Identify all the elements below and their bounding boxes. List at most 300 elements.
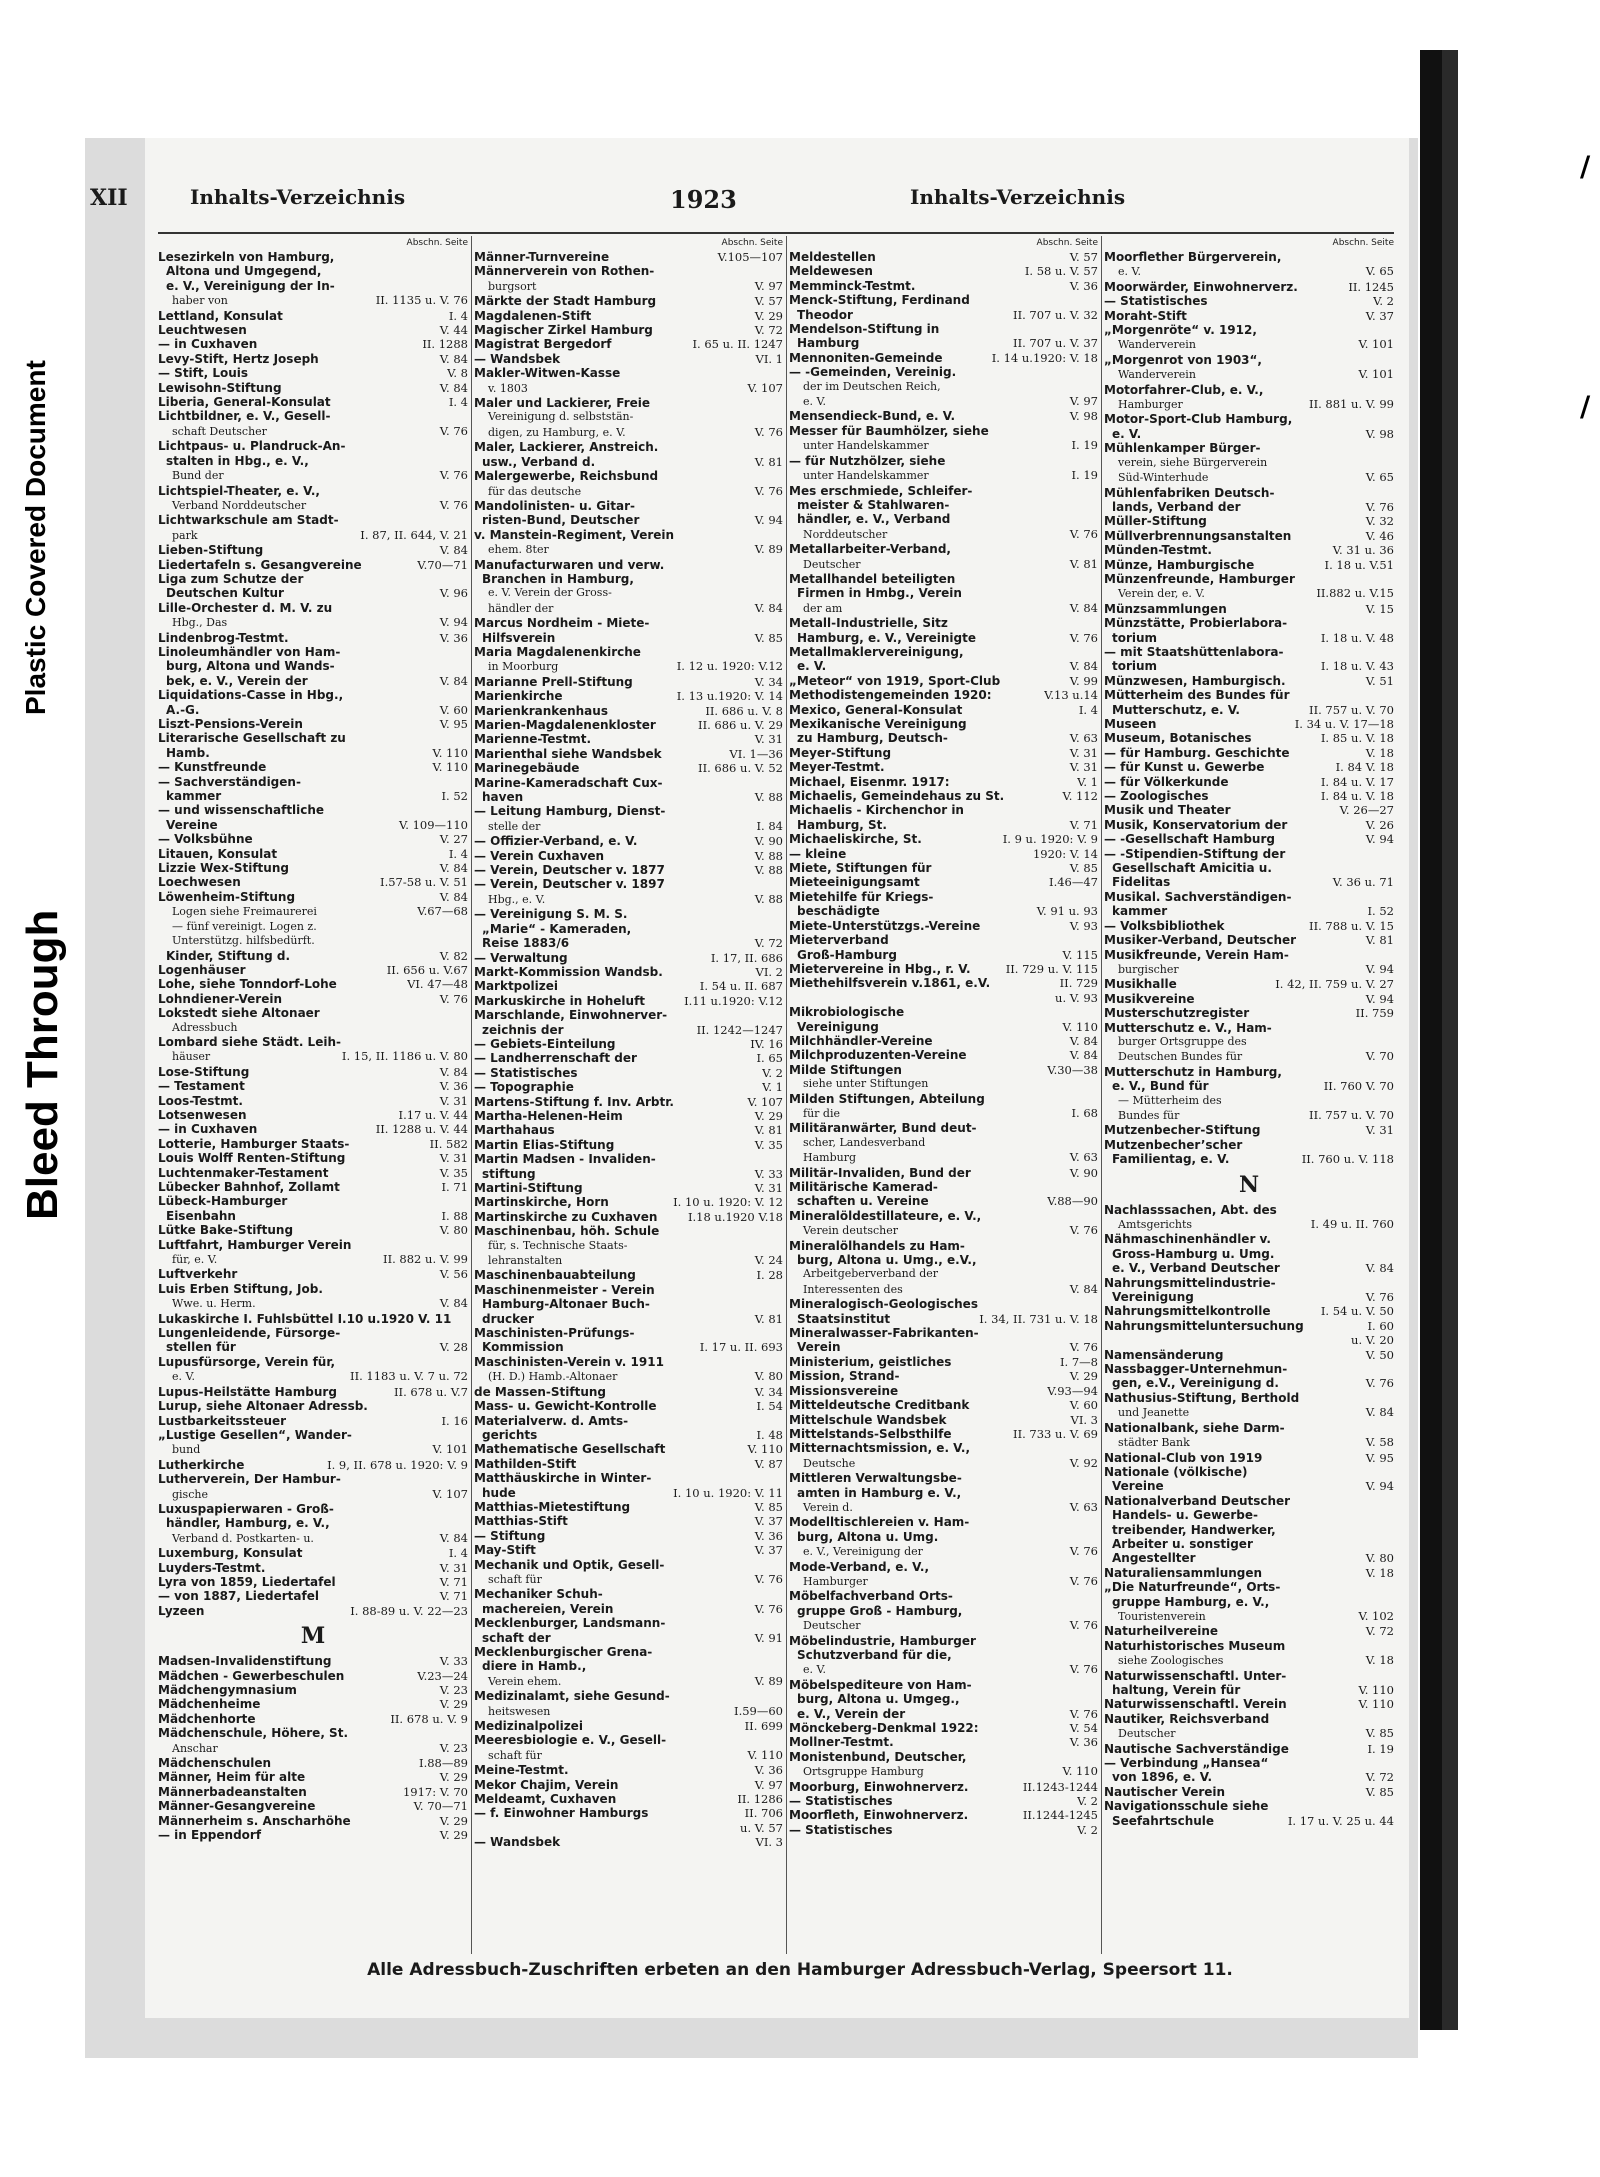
index-entry bbox=[474, 1704, 783, 1719]
index-entry bbox=[158, 1137, 468, 1151]
index-entry bbox=[158, 1108, 468, 1122]
entry-name: Liquidations-Casse in Hbg., bbox=[158, 688, 344, 703]
index-entry bbox=[474, 396, 783, 410]
entry-name: gen, e.V., Vereinigung d. bbox=[1112, 1376, 1279, 1391]
entry-name: und Jeanette bbox=[1118, 1406, 1190, 1420]
entry-name: Musiker-Verband, Deutscher bbox=[1104, 933, 1297, 948]
entry-reference: I. 4 bbox=[448, 846, 468, 861]
entry-reference: V. 70—71 bbox=[413, 1799, 468, 1814]
entry-name: Louis Wolff Renten-Stiftung bbox=[158, 1151, 346, 1166]
entry-name: — -Gesellschaft Hamburg bbox=[1104, 832, 1275, 847]
index-entry bbox=[474, 1778, 783, 1792]
index-entry bbox=[474, 675, 783, 689]
index-entry bbox=[158, 1828, 468, 1842]
index-entry bbox=[158, 439, 468, 453]
index-entry bbox=[158, 484, 468, 498]
entry-reference: VI. 47—48 bbox=[407, 977, 468, 992]
index-entry bbox=[158, 601, 468, 615]
entry-reference: II. 1183 u. V. 7 u. 72 bbox=[350, 1369, 468, 1384]
entry-name: Lokstedt siehe Altonaer bbox=[158, 1006, 320, 1021]
entry-name: Mädchengymnasium bbox=[158, 1683, 297, 1697]
entry-reference: V. 65 bbox=[1365, 264, 1394, 279]
index-entry bbox=[789, 645, 1098, 659]
entry-name: Makler-Witwen-Kasse bbox=[474, 366, 621, 381]
index-entry bbox=[474, 1152, 783, 1166]
entry-reference: I. 84 bbox=[756, 818, 783, 833]
entry-name: schaft der bbox=[482, 1630, 551, 1645]
index-column-4 bbox=[1104, 236, 1394, 1954]
entry-name: — Gebiets-Einteilung bbox=[474, 1036, 616, 1051]
index-entry bbox=[474, 1719, 783, 1733]
entry-name: Arbeiter u. sonstiger bbox=[1112, 1536, 1253, 1551]
entry-name: — f. Einwohner Hamburgs bbox=[474, 1806, 649, 1821]
section-letter: M bbox=[300, 1623, 326, 1650]
entry-name: Mathematische Gesellschaft bbox=[474, 1442, 666, 1457]
entry-name: lehranstalten bbox=[488, 1254, 563, 1268]
index-entry bbox=[158, 875, 468, 889]
entry-name: hude bbox=[482, 1485, 516, 1500]
index-entry bbox=[789, 1589, 1098, 1603]
entry-reference: I. 34 u. V. 17—18 bbox=[1294, 717, 1394, 731]
entry-name: Missionsvereine bbox=[789, 1383, 899, 1398]
entry-reference: V. 76 bbox=[1069, 526, 1098, 541]
entry-reference: V. 88 bbox=[754, 790, 783, 805]
entry-name: Vereinigung bbox=[1112, 1290, 1194, 1305]
entry-name: Litauen, Konsulat bbox=[158, 846, 278, 861]
index-entry bbox=[158, 1296, 468, 1311]
entry-reference: V. 36 bbox=[754, 1528, 783, 1543]
entry-reference: V. 23 bbox=[439, 1740, 468, 1755]
index-entry bbox=[1104, 529, 1394, 543]
index-entry bbox=[1104, 1479, 1394, 1493]
entry-reference: V. 31 bbox=[439, 1093, 468, 1108]
entry-name: Wanderverein bbox=[1118, 368, 1196, 382]
entry-reference: V. 112 bbox=[1062, 789, 1098, 804]
index-entry bbox=[474, 747, 783, 761]
entry-reference: II. 582 bbox=[429, 1136, 468, 1151]
index-entry bbox=[158, 1741, 468, 1756]
index-entry bbox=[158, 1223, 468, 1237]
index-entry bbox=[158, 631, 468, 645]
header-rule bbox=[158, 232, 1394, 234]
entry-reference: I. 18 u. V. 43 bbox=[1320, 659, 1394, 674]
entry-reference: V. 31 bbox=[754, 732, 783, 747]
index-entry bbox=[789, 1005, 1098, 1019]
entry-name: Hamburger bbox=[1118, 398, 1183, 412]
index-entry bbox=[1104, 1035, 1394, 1049]
entry-reference: V. 110 bbox=[432, 760, 468, 775]
column-divider bbox=[471, 236, 472, 1954]
index-entry bbox=[1104, 789, 1394, 803]
index-entry bbox=[789, 1486, 1098, 1500]
entry-name: — Stift, Louis bbox=[158, 366, 249, 381]
entry-name: Meyer-Stiftung bbox=[789, 745, 892, 760]
index-entry bbox=[474, 440, 783, 454]
index-entry bbox=[1104, 353, 1394, 367]
index-entry bbox=[474, 1239, 783, 1253]
index-entry bbox=[789, 631, 1098, 645]
entry-reference: V. 37 bbox=[754, 1543, 783, 1558]
entry-name: Musik, Konservatorium der bbox=[1104, 817, 1288, 832]
index-entry bbox=[474, 1037, 783, 1051]
index-entry bbox=[158, 703, 468, 717]
entry-name: Naturhistorisches Museum bbox=[1104, 1638, 1286, 1653]
entry-reference: I.59—60 bbox=[734, 1703, 783, 1718]
entry-name: siehe Zoologisches bbox=[1118, 1654, 1224, 1668]
entry-reference: V. 8 bbox=[447, 366, 468, 381]
index-entry bbox=[158, 949, 468, 963]
entry-name: Linoleumhändler von Ham- bbox=[158, 644, 341, 659]
index-entry bbox=[789, 746, 1098, 760]
entry-reference: u. V. 57 bbox=[740, 1820, 783, 1835]
index-entry bbox=[789, 1530, 1098, 1544]
index-entry bbox=[1104, 875, 1394, 889]
entry-name: burg, Altona u. Umg., e.V., bbox=[797, 1253, 977, 1268]
index-entry bbox=[158, 977, 468, 991]
entry-reference: V. 24 bbox=[754, 1253, 783, 1268]
entry-name: Mineralöldestillateure, e. V., bbox=[789, 1208, 982, 1223]
index-entry bbox=[789, 659, 1098, 673]
index-entry bbox=[789, 803, 1098, 817]
entry-name: Mensendieck-Bund, e. V. bbox=[789, 409, 956, 424]
entry-reference: V. 84 bbox=[1365, 1405, 1394, 1420]
entry-reference: V. 37 bbox=[1365, 308, 1394, 323]
entry-reference: V. 35 bbox=[754, 1137, 783, 1152]
index-entry bbox=[158, 847, 468, 861]
index-entry bbox=[789, 1634, 1098, 1648]
entry-name: Lungenleidende, Fürsorge- bbox=[158, 1326, 341, 1341]
entry-name: Lindenbrog-Testmt. bbox=[158, 630, 289, 645]
index-entry bbox=[474, 1659, 783, 1673]
index-entry bbox=[158, 513, 468, 527]
entry-name: Mittelstands-Selbsthilfe bbox=[789, 1426, 952, 1441]
index-entry bbox=[789, 1750, 1098, 1764]
index-entry bbox=[158, 1079, 468, 1093]
index-entry bbox=[158, 279, 468, 293]
index-entry bbox=[1104, 1653, 1394, 1668]
index-entry bbox=[1104, 1021, 1394, 1035]
entry-name: Luchtenmaker-Testament bbox=[158, 1165, 329, 1180]
entry-name: Kommission bbox=[482, 1340, 564, 1355]
index-entry bbox=[158, 1589, 468, 1603]
index-entry bbox=[474, 1763, 783, 1777]
entry-name: Lombard siehe Städt. Leih- bbox=[158, 1034, 341, 1049]
index-entry bbox=[1104, 1551, 1394, 1565]
entry-reference: V. 76 bbox=[754, 1601, 783, 1616]
index-entry bbox=[474, 250, 783, 264]
index-entry bbox=[158, 1814, 468, 1828]
index-entry bbox=[789, 1106, 1098, 1121]
entry-name: Meldeamt, Cuxhaven bbox=[474, 1792, 617, 1807]
index-entry bbox=[1104, 1756, 1394, 1770]
entry-reference: V. 18 bbox=[1365, 1653, 1394, 1668]
index-column-2 bbox=[474, 236, 783, 1954]
entry-name: machereien, Verein bbox=[482, 1601, 614, 1616]
entry-name: e. V., Vereinigung der In- bbox=[166, 278, 335, 293]
index-entry bbox=[158, 468, 468, 483]
entry-reference: V. 84 bbox=[439, 351, 468, 366]
index-entry bbox=[474, 469, 783, 483]
entry-name: — und wissenschaftliche bbox=[158, 803, 325, 818]
entry-name: — in Cuxhaven bbox=[158, 337, 258, 352]
entry-name: Maschinenmeister - Verein bbox=[474, 1282, 655, 1297]
entry-name: Hilfsverein bbox=[482, 630, 556, 645]
entry-name: Markt-Kommission Wandsb. bbox=[474, 964, 663, 979]
entry-name: Mission, Strand- bbox=[789, 1369, 900, 1384]
entry-reference: V.105—107 bbox=[717, 250, 783, 264]
index-entry bbox=[1104, 659, 1394, 673]
entry-name: Mädchenschulen bbox=[158, 1756, 272, 1771]
index-entry bbox=[474, 455, 783, 469]
index-entry bbox=[474, 484, 783, 499]
entry-name: Lieben-Stiftung bbox=[158, 543, 264, 558]
index-entry bbox=[158, 1238, 468, 1252]
index-entry bbox=[158, 1267, 468, 1281]
index-entry bbox=[474, 1792, 783, 1806]
entry-name: Mönckeberg-Denkmal 1922: bbox=[789, 1721, 979, 1736]
index-entry bbox=[1104, 514, 1394, 528]
entry-name: Mütterheim des Bundes für bbox=[1104, 688, 1290, 703]
entry-name: beschädigte bbox=[797, 904, 880, 919]
entry-reference: I. 71 bbox=[441, 1180, 468, 1194]
entry-name: Navigationsschule siehe bbox=[1104, 1799, 1269, 1814]
index-entry bbox=[474, 1572, 783, 1587]
entry-name: Lutherkirche bbox=[158, 1457, 245, 1472]
entry-name: Liberia, General-Konsulat bbox=[158, 395, 331, 410]
entry-reference: II. 788 u. V. 15 bbox=[1309, 918, 1394, 933]
entry-name: — Statistisches bbox=[1104, 294, 1208, 309]
entry-name: Marcus Nordheim - Miete- bbox=[474, 616, 650, 631]
entry-reference: V. 84 bbox=[439, 543, 468, 558]
index-entry bbox=[158, 1770, 468, 1784]
index-entry bbox=[1104, 904, 1394, 918]
entry-reference: V. 109—110 bbox=[398, 817, 468, 832]
entry-name: Meyer-Testmt. bbox=[789, 760, 885, 775]
entry-name: Naturwissenschaftl. Unter- bbox=[1104, 1668, 1287, 1683]
index-entry bbox=[789, 1077, 1098, 1091]
entry-name: Messer für Baumhölzer, siehe bbox=[789, 423, 989, 438]
entry-name: Manufacturwaren und verw. bbox=[474, 557, 665, 572]
entry-reference: II. 686 u. V. 29 bbox=[698, 718, 783, 732]
index-entry bbox=[789, 409, 1098, 423]
entry-name: Nathusius-Stiftung, Berthold bbox=[1104, 1390, 1300, 1405]
entry-name: Lichtpaus- u. Plandruck-An- bbox=[158, 439, 346, 454]
entry-reference: V. 76 bbox=[439, 497, 468, 512]
index-entry bbox=[474, 732, 783, 746]
index-entry bbox=[789, 1662, 1098, 1677]
index-entry bbox=[789, 1441, 1098, 1455]
entry-name: Miethehilfsverein v.1861, e.V. bbox=[789, 976, 991, 991]
entry-name: Levy-Stift, Hertz Joseph bbox=[158, 351, 319, 366]
entry-name: amten in Hamburg e. V., bbox=[797, 1485, 962, 1500]
index-entry bbox=[1104, 992, 1394, 1006]
index-entry bbox=[474, 804, 783, 818]
entry-reference: I.11 u.1920: V.12 bbox=[684, 993, 783, 1008]
entry-reference: V. 63 bbox=[1069, 731, 1098, 746]
entry-name: Menck-Stiftung, Ferdinand bbox=[789, 293, 970, 308]
index-entry bbox=[789, 250, 1098, 264]
entry-name: Mathilden-Stift bbox=[474, 1456, 577, 1471]
entry-name: Eisenbahn bbox=[166, 1208, 236, 1223]
index-entry bbox=[1104, 746, 1394, 760]
entry-reference: II. 707 u. V. 37 bbox=[1013, 336, 1098, 351]
column-header: Abschn. Seite bbox=[721, 238, 783, 248]
entry-reference: V. 29 bbox=[439, 1828, 468, 1843]
entry-reference: V.88—90 bbox=[1047, 1194, 1098, 1209]
index-entry bbox=[789, 468, 1098, 483]
index-entry bbox=[789, 1678, 1098, 1692]
entry-name: Milchproduzenten-Vereine bbox=[789, 1048, 967, 1063]
index-entry bbox=[474, 1326, 783, 1340]
entry-reference: V.70—71 bbox=[417, 557, 468, 572]
index-entry bbox=[1104, 1108, 1394, 1123]
entry-reference: V. 110 bbox=[747, 1442, 783, 1457]
entry-name: — in Cuxhaven bbox=[158, 1122, 258, 1137]
index-entry bbox=[1104, 1006, 1394, 1020]
entry-name: Moorburg, Einwohnerverz. bbox=[789, 1779, 969, 1794]
entry-reference: V. 97 bbox=[754, 278, 783, 293]
entry-name: — mit Staatshüttenlabora- bbox=[1104, 644, 1284, 659]
index-entry bbox=[474, 513, 783, 527]
entry-reference: I. 58 u. V. 57 bbox=[1024, 264, 1098, 279]
entry-reference: II. 686 u. V. 8 bbox=[705, 703, 783, 718]
entry-name: Lurup, siehe Altonaer Adressb. bbox=[158, 1399, 368, 1414]
entry-reference: II. 729 u. V. 115 bbox=[1005, 961, 1098, 976]
entry-reference: I. 65 bbox=[756, 1051, 783, 1066]
index-entry bbox=[789, 336, 1098, 350]
entry-reference: V. 85 bbox=[1365, 1784, 1394, 1799]
index-entry bbox=[789, 1253, 1098, 1267]
entry-reference: I. 7—8 bbox=[1060, 1354, 1098, 1369]
index-entry bbox=[789, 1297, 1098, 1311]
entry-reference: V. 76 bbox=[1069, 1618, 1098, 1633]
entry-name: Martha-Helenen-Heim bbox=[474, 1108, 623, 1123]
entry-name: — Mütterheim des bbox=[1118, 1093, 1222, 1107]
index-entry bbox=[474, 337, 783, 351]
entry-name: Lyzeen bbox=[158, 1603, 205, 1618]
index-entry bbox=[789, 1355, 1098, 1369]
entry-reference: V. 31 bbox=[439, 1560, 468, 1575]
entry-name: Liszt-Pensions-Verein bbox=[158, 717, 303, 731]
index-entry bbox=[1104, 1304, 1394, 1318]
index-entry bbox=[474, 586, 783, 600]
entry-name: Seefahrtschule bbox=[1112, 1813, 1215, 1828]
index-entry bbox=[474, 645, 783, 659]
entry-name: e. V. bbox=[1118, 265, 1142, 279]
entry-name: Motorfahrer-Club, e. V., bbox=[1104, 382, 1264, 397]
index-entry bbox=[474, 951, 783, 965]
entry-name: Loos-Testmt. bbox=[158, 1093, 243, 1108]
entry-name: Mekor Chajim, Verein bbox=[474, 1777, 619, 1792]
entry-reference: V. 97 bbox=[1069, 394, 1098, 409]
index-entry bbox=[789, 1180, 1098, 1194]
index-entry bbox=[474, 1051, 783, 1065]
entry-name: e. V., Verband Deutscher bbox=[1112, 1261, 1280, 1276]
entry-name: Deutsche bbox=[803, 1456, 856, 1470]
entry-name: Lesezirkeln von Hamburg, bbox=[158, 250, 335, 264]
entry-reference: V. 90 bbox=[754, 834, 783, 849]
entry-reference: V. 88 bbox=[754, 863, 783, 878]
index-entry bbox=[158, 498, 468, 513]
entry-name: Methodistengemeinden 1920: bbox=[789, 688, 992, 703]
entry-reference: V. 2 bbox=[762, 1065, 783, 1080]
column-header: Abschn. Seite bbox=[1332, 238, 1394, 248]
entry-name: Gross-Hamburg u. Umg. bbox=[1112, 1246, 1275, 1261]
entry-reference: V. 84 bbox=[1069, 1281, 1098, 1296]
entry-name: burgischer bbox=[1118, 962, 1179, 976]
index-entry bbox=[1104, 572, 1394, 586]
index-entry bbox=[789, 1544, 1098, 1559]
entry-name: Museen bbox=[1104, 717, 1157, 731]
entry-reference: V. 94 bbox=[1365, 1479, 1394, 1494]
index-entry bbox=[789, 1398, 1098, 1412]
entry-name: — Leitung Hamburg, Dienst- bbox=[474, 804, 666, 819]
index-entry bbox=[474, 1095, 783, 1109]
entry-name: Münden-Testmt. bbox=[1104, 543, 1212, 558]
index-entry bbox=[474, 907, 783, 921]
entry-reference: V. 93 bbox=[1069, 918, 1098, 933]
entry-name: Hamburger bbox=[803, 1574, 868, 1588]
entry-name: Deutscher bbox=[803, 557, 861, 571]
entry-name: Mode-Verband, e. V., bbox=[789, 1559, 929, 1574]
index-entry bbox=[789, 1384, 1098, 1398]
column-header: Abschn. Seite bbox=[1036, 238, 1098, 248]
entry-name: burger Ortsgruppe des bbox=[1118, 1034, 1247, 1048]
index-entry bbox=[1104, 1079, 1394, 1093]
entry-reference: V. 18 bbox=[1365, 1565, 1394, 1580]
index-entry bbox=[474, 922, 783, 936]
entry-name: Hamburg bbox=[803, 1151, 857, 1165]
entry-name: Hamburg, St. bbox=[797, 817, 887, 832]
entry-reference: V. 36 bbox=[1069, 1735, 1098, 1750]
entry-name: park bbox=[172, 528, 198, 542]
entry-name: Lose-Stiftung bbox=[158, 1064, 250, 1079]
index-entry bbox=[474, 1486, 783, 1500]
index-entry bbox=[158, 572, 468, 586]
entry-name: Mädchenheime bbox=[158, 1697, 261, 1712]
index-entry bbox=[474, 1514, 783, 1528]
entry-name: Maschinenbau, höh. Schule bbox=[474, 1224, 660, 1239]
entry-name: Männerverein von Rothen- bbox=[474, 264, 655, 279]
entry-name: Nachlasssachen, Abt. des bbox=[1104, 1202, 1277, 1217]
index-entry bbox=[474, 704, 783, 718]
index-entry bbox=[789, 1721, 1098, 1735]
index-entry bbox=[789, 586, 1098, 600]
index-entry bbox=[158, 250, 468, 264]
entry-name: Staatsinstitut bbox=[797, 1311, 891, 1326]
entry-name: Miete-Unterstützgs.-Vereine bbox=[789, 918, 981, 933]
entry-reference: I. 10 u. 1920: V. 11 bbox=[673, 1485, 783, 1500]
index-entry bbox=[158, 1180, 468, 1194]
entry-name: Münzstätte, Probierlabora- bbox=[1104, 616, 1288, 631]
index-entry bbox=[474, 994, 783, 1008]
entry-name: Lettland, Konsulat bbox=[158, 308, 283, 323]
entry-name: Nassbagger-Unternehmun- bbox=[1104, 1362, 1288, 1377]
entry-reference: V. 76 bbox=[754, 1571, 783, 1586]
entry-reference: V. 35 bbox=[439, 1165, 468, 1180]
index-entry bbox=[1104, 1595, 1394, 1609]
entry-reference: V. 70 bbox=[1365, 1049, 1394, 1064]
index-entry bbox=[789, 454, 1098, 468]
index-entry bbox=[1104, 486, 1394, 500]
entry-name: Motor-Sport-Club Hamburg, bbox=[1104, 412, 1293, 427]
entry-name: „Marie“ - Kameraden, bbox=[482, 921, 632, 936]
entry-reference: V.23—24 bbox=[417, 1668, 468, 1683]
entry-name: e. V., Verein der bbox=[797, 1706, 906, 1721]
entry-name: — Verein Cuxhaven bbox=[474, 848, 605, 863]
entry-name: Nationalbank, siehe Darm- bbox=[1104, 1420, 1285, 1435]
entry-reference: V. 76 bbox=[1069, 1544, 1098, 1559]
